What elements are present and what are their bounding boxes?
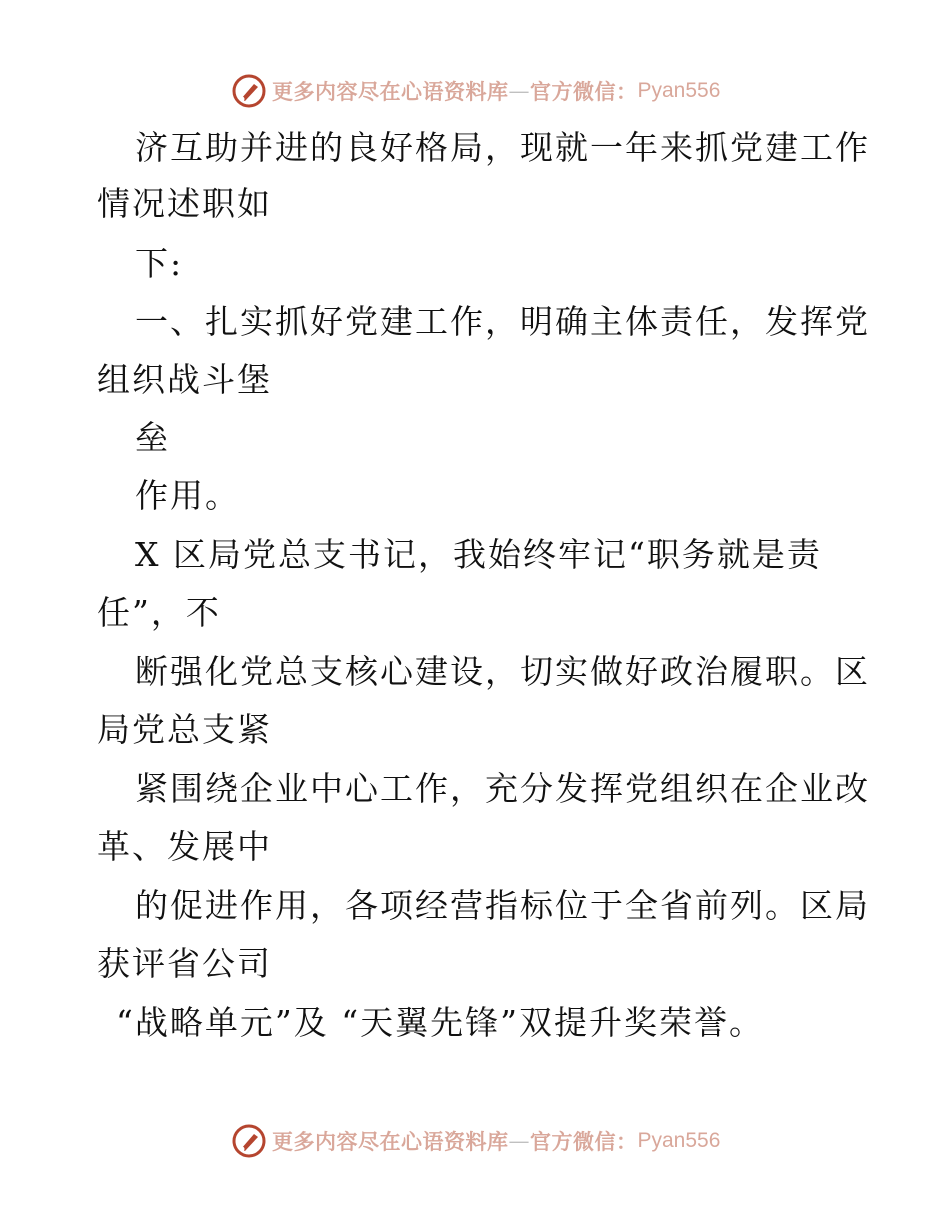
- footer-watermark-banner: [232, 1121, 720, 1161]
- banner-title: 更多内容尽在心语资料库: [272, 79, 509, 104]
- body-line-1: 济互助并进的良好格局，现就一年来抓党建工作: [135, 128, 870, 167]
- body-line-4: 一、扎实抓好党建工作，明确主体责任，发挥党: [135, 302, 870, 341]
- body-line-12: 紧围绕企业中心工作，充分发挥党组织在企业改: [135, 769, 870, 808]
- banner-title: 更多内容尽在心语资料库: [272, 1129, 509, 1154]
- pen-seal-logo-icon: [232, 1124, 266, 1158]
- banner-wechat-label: 官方微信：: [530, 1129, 638, 1154]
- body-line-15: 获评省公司: [97, 944, 272, 983]
- banner-wechat-id: Pyan556: [637, 79, 721, 102]
- body-line-3: 下:: [135, 244, 184, 283]
- body-line-6: 垒: [135, 418, 170, 457]
- banner-separator: —: [508, 1129, 530, 1153]
- body-line-10: 断强化党总支核心建设，切实做好政治履职。区: [135, 652, 870, 691]
- banner-separator: —: [508, 79, 530, 103]
- body-line-9: 任”，不: [97, 593, 221, 632]
- pen-seal-logo-icon: [232, 74, 266, 108]
- body-line-8: X 区局党总支书记，我始终牢记“职务就是责: [135, 535, 822, 574]
- body-line-16: “战略单元”及 “天翼先锋”双提升奖荣誉。: [116, 1003, 764, 1042]
- body-line-14: 的促进作用，各项经营指标位于全省前列。区局: [135, 886, 870, 925]
- banner-wechat-id: Pyan556: [637, 1129, 721, 1152]
- body-line-7: 作用。: [135, 476, 240, 515]
- header-watermark-banner: [232, 71, 720, 111]
- body-line-11: 局党总支紧: [97, 710, 272, 749]
- body-line-5: 组织战斗堡: [97, 360, 272, 399]
- body-line-2: 情况述职如: [97, 184, 272, 223]
- banner-wechat-label: 官方微信：: [530, 79, 638, 104]
- body-line-13: 革、发展中: [97, 827, 272, 866]
